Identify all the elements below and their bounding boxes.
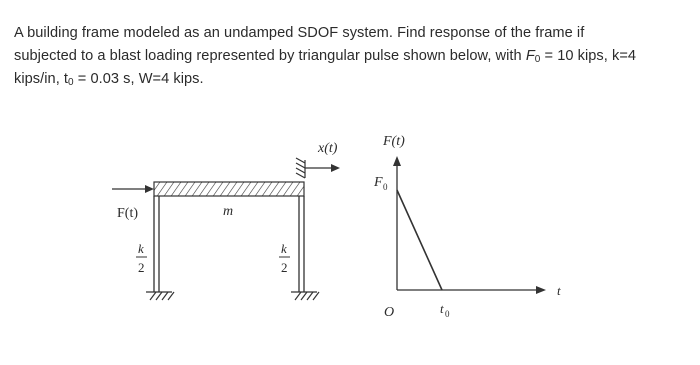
pulse-x-label: t — [557, 283, 561, 298]
t0-label-t: t — [440, 301, 444, 316]
force-label: F(t) — [117, 206, 138, 221]
peak-label — [373, 175, 388, 192]
displacement-reference-wall — [296, 158, 305, 178]
right-stiffness-den: 2 — [281, 260, 288, 275]
left-stiffness-k: k — [138, 241, 144, 256]
force-arrow — [112, 185, 154, 193]
t0-subscript: 0 — [68, 77, 74, 88]
problem-line-3-text: kips/in, t — [14, 71, 69, 87]
f0-subscript: 0 — [534, 54, 541, 65]
right-stiffness-k: k — [281, 241, 287, 256]
t0-label — [440, 301, 450, 319]
pulse-y-label: F(t) — [383, 134, 405, 149]
problem-line-2-values: = 10 kips, k=4 — [540, 48, 637, 64]
left-stiffness-fraction — [136, 241, 147, 275]
pulse-x-axis-arrowhead — [536, 286, 546, 294]
peak-label-f: F — [374, 175, 383, 190]
mass-label: m — [223, 204, 234, 219]
peak-label-sub: 0 — [383, 182, 388, 192]
right-column — [299, 196, 304, 292]
left-fixed-support — [146, 292, 174, 300]
t0-label-sub: 0 — [445, 309, 450, 319]
pulse-line — [397, 190, 442, 290]
pulse-plot — [373, 134, 561, 320]
displacement-label: x(t) — [318, 141, 338, 156]
left-stiffness-den: 2 — [138, 260, 145, 275]
problem-line-2-text: subjected to a blast loading represented by triangular pulse shown below, with — [14, 48, 526, 64]
frame-diagram — [112, 141, 340, 300]
pulse-y-axis-arrowhead — [393, 156, 401, 166]
left-column — [154, 196, 159, 292]
right-stiffness-fraction — [279, 241, 290, 275]
girder — [154, 182, 304, 196]
problem-line-3-values: = 0.03 s, W=4 kips. — [73, 71, 204, 87]
displacement-arrow — [305, 164, 340, 172]
right-fixed-support — [291, 292, 319, 300]
origin-label: O — [384, 305, 395, 320]
problem-line-1-text: A building frame modeled as an undamped SDOF system. Find response of the frame if — [14, 25, 585, 41]
f0-symbol: F — [525, 48, 535, 64]
